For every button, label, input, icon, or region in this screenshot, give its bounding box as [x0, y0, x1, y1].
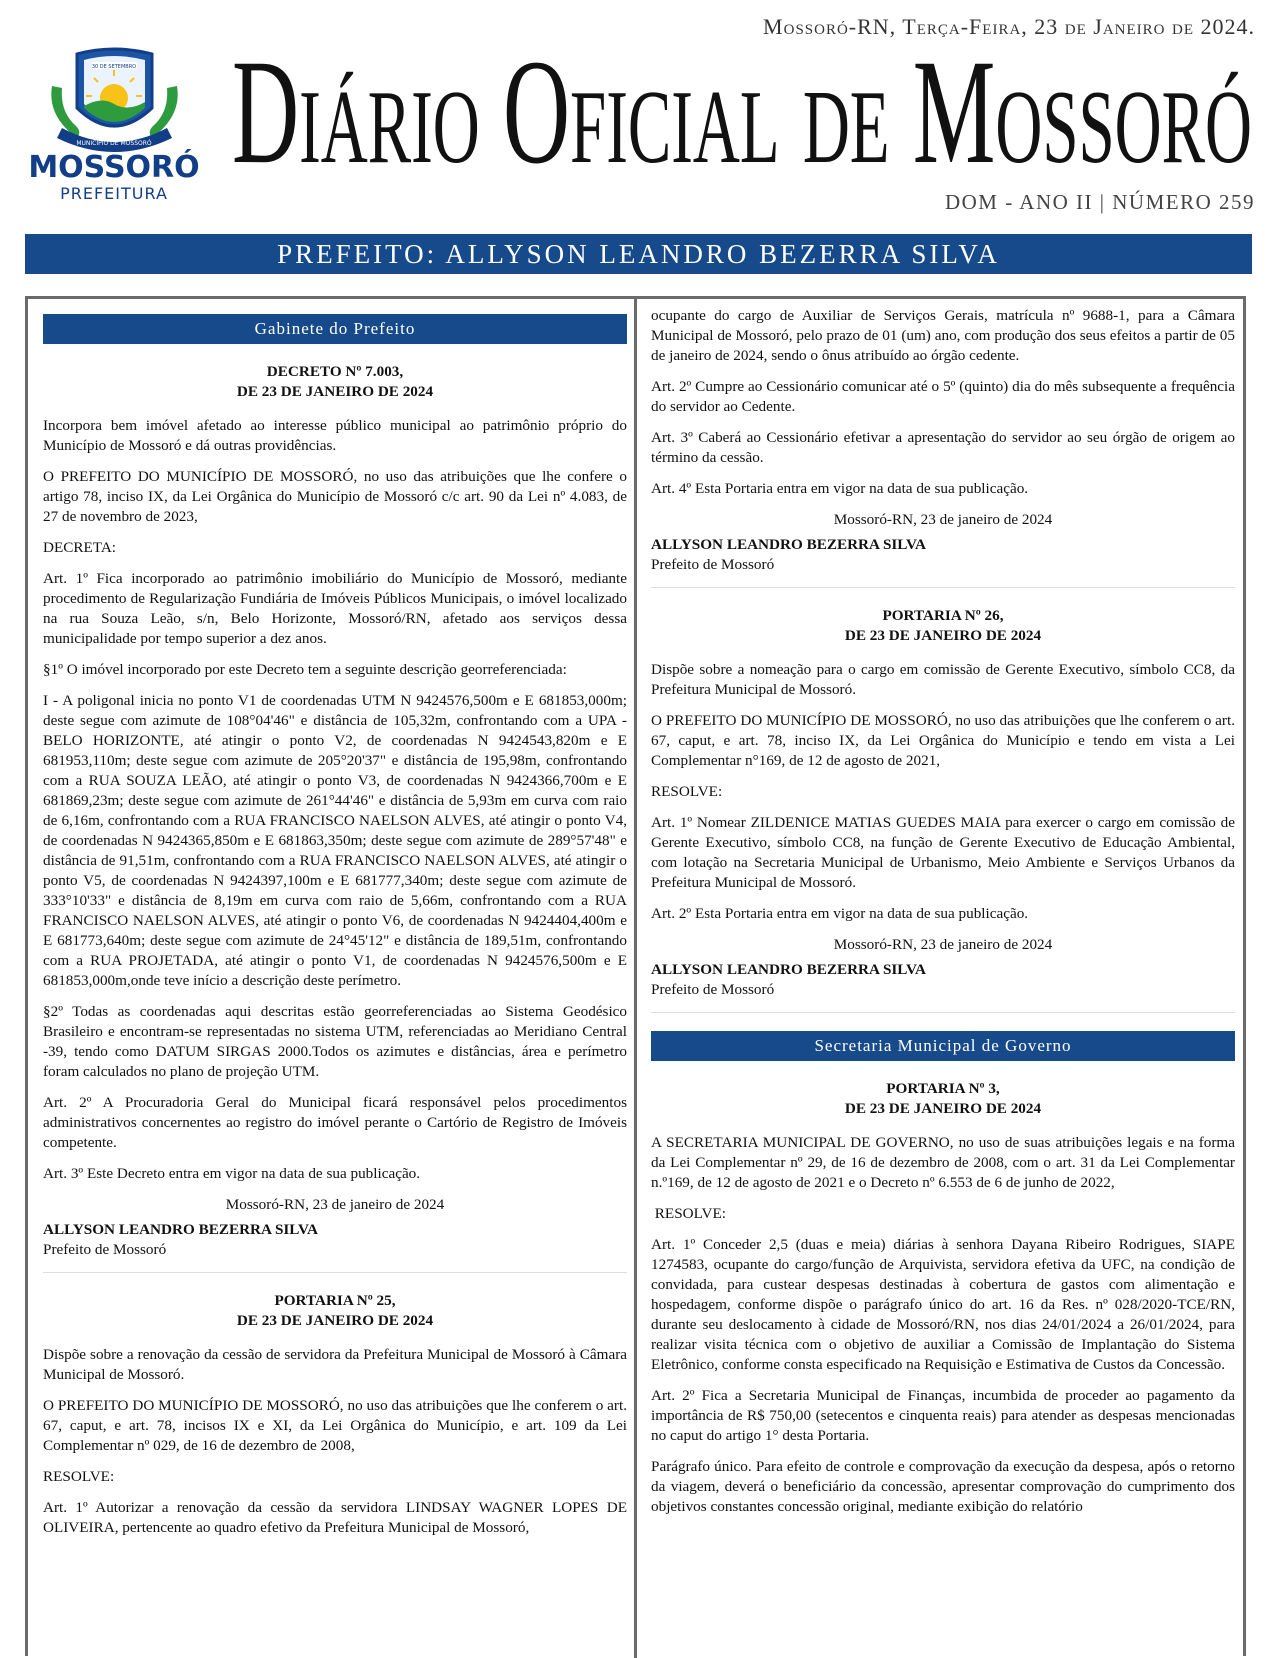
logo-wordmark: MOSSORÓ	[28, 150, 200, 185]
portaria26-preamble: O PREFEITO DO MUNICÍPIO DE MOSSORÓ, no uso das atribuições que lhe conferem o art. 67, caput, e art. 78, inciso IX, da Lei Orgânica do Município e tendo em vista a Lei Complementar n°169, de 12 de agosto de 2021,	[651, 712, 1235, 769]
decreto-par2: §2º Todas as coordenadas aqui descritas estão georreferenciadas ao Sistema Geodésico Brasileiro e encontram-se representadas no sistema UTM, referenciadas ao Meridiano Central -39, tendo como DATUM SIRGAS 2000.Todos os azimutes e distâncias, área e perímetro foram calculados no plano de projeção UTM.	[43, 1003, 627, 1080]
portaria25-place-date: Mossoró-RN, 23 de janeiro de 2024	[833, 511, 1053, 528]
portaria3-paragrafo: Parágrafo único. Para efeito de controle e comprovação da execução da despesa, após o retorno da viagem, deverá o beneficiário da concessão, apresentar comprovação do cumprimento dos objetivos constantes concessão original, mediante exibição do relatório	[651, 1458, 1235, 1515]
portaria3-resolve: RESOLVE:	[651, 1205, 726, 1222]
separator	[651, 587, 1235, 588]
decreto-preamble: O PREFEITO DO MUNICÍPIO DE MOSSORÓ, no uso das atribuições que lhe confere o artigo 78, inciso IX, da Lei Orgânica do Município de Mossoró c/c art. 90 da Lei nº 4.083, de 27 de novembro de 2023,	[43, 468, 627, 525]
column-divider	[634, 298, 637, 1658]
portaria26-place-date: Mossoró-RN, 23 de janeiro de 2024	[833, 936, 1053, 953]
portaria26-art2: Art. 2º Esta Portaria entra em vigor na data de sua publicação.	[651, 905, 1029, 922]
logo-subtitle: PREFEITURA	[60, 184, 168, 203]
portaria25-art2: Art. 2º Cumpre ao Cessionário comunicar até o 5º (quinto) dia do mês subsequente a frequência do servidor ao Cedente.	[651, 378, 1235, 415]
portaria3-art1: Art. 1º Conceder 2,5 (duas e meia) diárias à senhora Dayana Ribeiro Rodrigues, SIAPE 1274583, ocupante do cargo/função de Arquivista, servidora efetiva da UFC, na condição de convidada, para custear despesas destinadas à cobertura de gastos com alimentação e hospedagem, conforme dispõe o parágrafo único do art. 16 da Res. nº 028/2020-TCE/RN, durante seu deslocamento à cidade de Mossoró/RN, nos dias 24/01/2024 a 26/01/2024, para realizar visita técnica com o objetivo de auxiliar a Comissão de Implantação do Sistema Eletrônico, conforme consta especificado na Requisição e Estimativa de Custos da Concessão.	[651, 1236, 1235, 1373]
decreto-art1: Art. 1º Fica incorporado ao patrimônio imobiliário do Município de Mossoró, mediante procedimento de Regularização Fundiária de Imóveis Públicos Municipais, o imóvel localizado na rua Souza Leão, s/n, Belo Horizonte, Mossoró/RN, afetado aos serviços dessa municipalidade por tempo superior a dez anos.	[43, 570, 627, 647]
left-column	[43, 306, 627, 1549]
svg-text:MUNICÍPIO DE MOSSORÓ: MUNICÍPIO DE MOSSORÓ	[76, 140, 152, 147]
portaria25-signer-role: Prefeito de Mossoró	[651, 556, 775, 573]
decreto-decreta: DECRETA:	[43, 539, 117, 556]
decreto-ementa: Incorpora bem imóvel afetado ao interesse público municipal ao patrimônio próprio do Município de Mossoró e dá outras providências.	[43, 417, 627, 454]
date-line: Mossoró-RN, Terça-Feira, 23 de Janeiro de 2024.	[763, 14, 1255, 39]
svg-text:Diário Oficial de Mossoró: Diário Oficial de Mossoró	[232, 40, 1252, 180]
decreto-art2: Art. 2º A Procuradoria Geral do Municipal ficará responsável pelos procedimentos administrativos concernentes ao registro do imóvel perante o Cartório de Registro de Imóveis competente.	[43, 1094, 627, 1151]
section-header-gabinete: Gabinete do Prefeito	[43, 314, 627, 344]
portaria3-title: PORTARIA Nº 3, DE 23 DE JANEIRO DE 2024	[844, 1080, 1042, 1117]
mayor-banner: PREFEITO: ALLYSON LEANDRO BEZERRA SILVA	[25, 234, 1252, 274]
portaria3-art2: Art. 2º Fica a Secretaria Municipal de Finanças, incumbida de proceder ao pagamento da importância de R$ 750,00 (setecentos e cinquenta reais) para atender as despesas mencionadas no caput do artigo 1° desta Portaria.	[651, 1387, 1235, 1444]
portaria26-art1: Art. 1º Nomear ZILDENICE MATIAS GUEDES MAIA para exercer o cargo em comissão de Gerente Executivo, símbolo CC8, na função de Gerente Executivo de Educação Ambiental, com lotação na Secretaria Municipal de Urbanismo, Meio Ambiente e Serviços Urbanos da Prefeitura Municipal de Mossoró.	[651, 814, 1235, 891]
portaria25-title: PORTARIA Nº 25, DE 23 DE JANEIRO DE 2024	[236, 1292, 434, 1329]
svg-text:30 DE SETEMBRO: 30 DE SETEMBRO	[91, 64, 137, 70]
decreto-par1: §1º O imóvel incorporado por este Decreto tem a seguinte descrição georreferenciada:	[43, 661, 567, 678]
portaria25-signer: ALLYSON LEANDRO BEZERRA SILVA	[651, 536, 927, 553]
portaria25-art1-start: Art. 1º Autorizar a renovação da cessão da servidora LINDSAY WAGNER LOPES DE OLIVEIRA, pertencente ao quadro efetivo da Prefeitura Municipal de Mossoró,	[43, 1499, 627, 1536]
portaria3-preamble: A SECRETARIA MUNICIPAL DE GOVERNO, no uso de suas atribuições legais e na forma da Lei Complementar nº 29, de 16 de dezembro de 2008, com o art. 31 da Lei Complementar n.º169, de 12 de agosto de 2021 e o Decreto nº 6.553 de 6 de junho de 2022,	[651, 1134, 1235, 1191]
decreto-signer-role: Prefeito de Mossoró	[43, 1241, 167, 1258]
masthead-title	[232, 40, 1257, 180]
portaria25-art4: Art. 4º Esta Portaria entra em vigor na data de sua publicação.	[651, 480, 1029, 497]
separator	[651, 1012, 1235, 1013]
edition-number: DOM - ANO II | NÚMERO 259	[944, 190, 1255, 214]
portaria25-ementa: Dispõe sobre a renovação da cessão de servidora da Prefeitura Municipal de Mossoró à Câmara Municipal de Mossoró.	[43, 1346, 627, 1383]
decreto-title: DECRETO Nº 7.003, DE 23 DE JANEIRO DE 2024	[236, 363, 434, 400]
portaria25-art1-end: ocupante do cargo de Auxiliar de Serviços Gerais, matrícula nº 9688-1, para a Câmara Municipal de Mossoró, pelo prazo de 01 (um) ano, com produção dos seus efeitos a partir de 05 de janeiro de 2024, sendo o ônus atribuído ao órgão cedente.	[651, 307, 1235, 364]
separator	[43, 1272, 627, 1273]
decreto-inciso: I - A poligonal inicia no ponto V1 de coordenadas UTM N 9424576,500m e E 681853,000m; deste segue com azimute de 108°04'46" e distância de 105,32m, confrontando com a UPA - BELO HORIZONTE, até atingir o ponto V2, de coordenadas N 9424543,820m e E 681953,110m; deste segue com azimute de 205°20'37" e distância de 195,98m, confrontando com a RUA SOUZA LEÃO, até atingir o ponto V3, de coordenadas N 9424366,700m e E 681869,23m; deste segue com azimute de 261°44'46" e distância de 5,93m em curva com raio de 6,16m, confrontando com a RUA FRANCISCO NAELSON ALVES, até atingir o ponto V4, de coordenadas N 9424365,850m e E 681863,350m; deste segue com azimute de 289°57'48" e distância de 91,51m, confrontando com a RUA FRANCISCO NAELSON ALVES, até atingir o ponto V5, de coordenadas N 9424397,100m e E 681777,340m; deste segue com azimute de 333°10'33" e distância de 8,19m em curva com raio de 5,66m, confrontando com a RUA FRANCISCO NAELSON ALVES, até atingir o ponto V6, de coordenadas N 9424404,400m e E 681773,640m; deste segue com azimute de 24°45'12" e distância de 189,51m, confrontando com a RUA PROJETADA, até atingir o ponto V1, de coordenadas N 9424576,500m e E 681853,000m,onde teve início a descrição deste perímetro.	[43, 692, 627, 989]
decreto-art3: Art. 3º Este Decreto entra em vigor na data de sua publicação.	[43, 1165, 421, 1182]
right-column	[651, 306, 1235, 1528]
decreto-signer: ALLYSON LEANDRO BEZERRA SILVA	[43, 1221, 319, 1238]
portaria26-title: PORTARIA Nº 26, DE 23 DE JANEIRO DE 2024	[844, 607, 1042, 644]
portaria25-art3: Art. 3º Caberá ao Cessionário efetivar a apresentação do servidor ao seu órgão de origem ao término da cessão.	[651, 429, 1235, 466]
portaria25-resolve: RESOLVE:	[43, 1468, 115, 1485]
decreto-place-date: Mossoró-RN, 23 de janeiro de 2024	[225, 1196, 445, 1213]
portaria25-preamble: O PREFEITO DO MUNICÍPIO DE MOSSORÓ, no uso das atribuições que lhe conferem o art. 67, caput, e art. 78, incisos IX e XI, da Lei Orgânica do Município, e art. 109 da Lei Complementar nº 029, de 16 de dezembro de 2008,	[43, 1397, 627, 1454]
section-header-governo: Secretaria Municipal de Governo	[651, 1031, 1235, 1061]
portaria26-signer: ALLYSON LEANDRO BEZERRA SILVA	[651, 961, 927, 978]
portaria26-signer-role: Prefeito de Mossoró	[651, 981, 775, 998]
portaria26-resolve: RESOLVE:	[651, 783, 723, 800]
portaria26-ementa: Dispõe sobre a nomeação para o cargo em comissão de Gerente Executivo, símbolo CC8, da Prefeitura Municipal de Mossoró.	[651, 661, 1235, 698]
